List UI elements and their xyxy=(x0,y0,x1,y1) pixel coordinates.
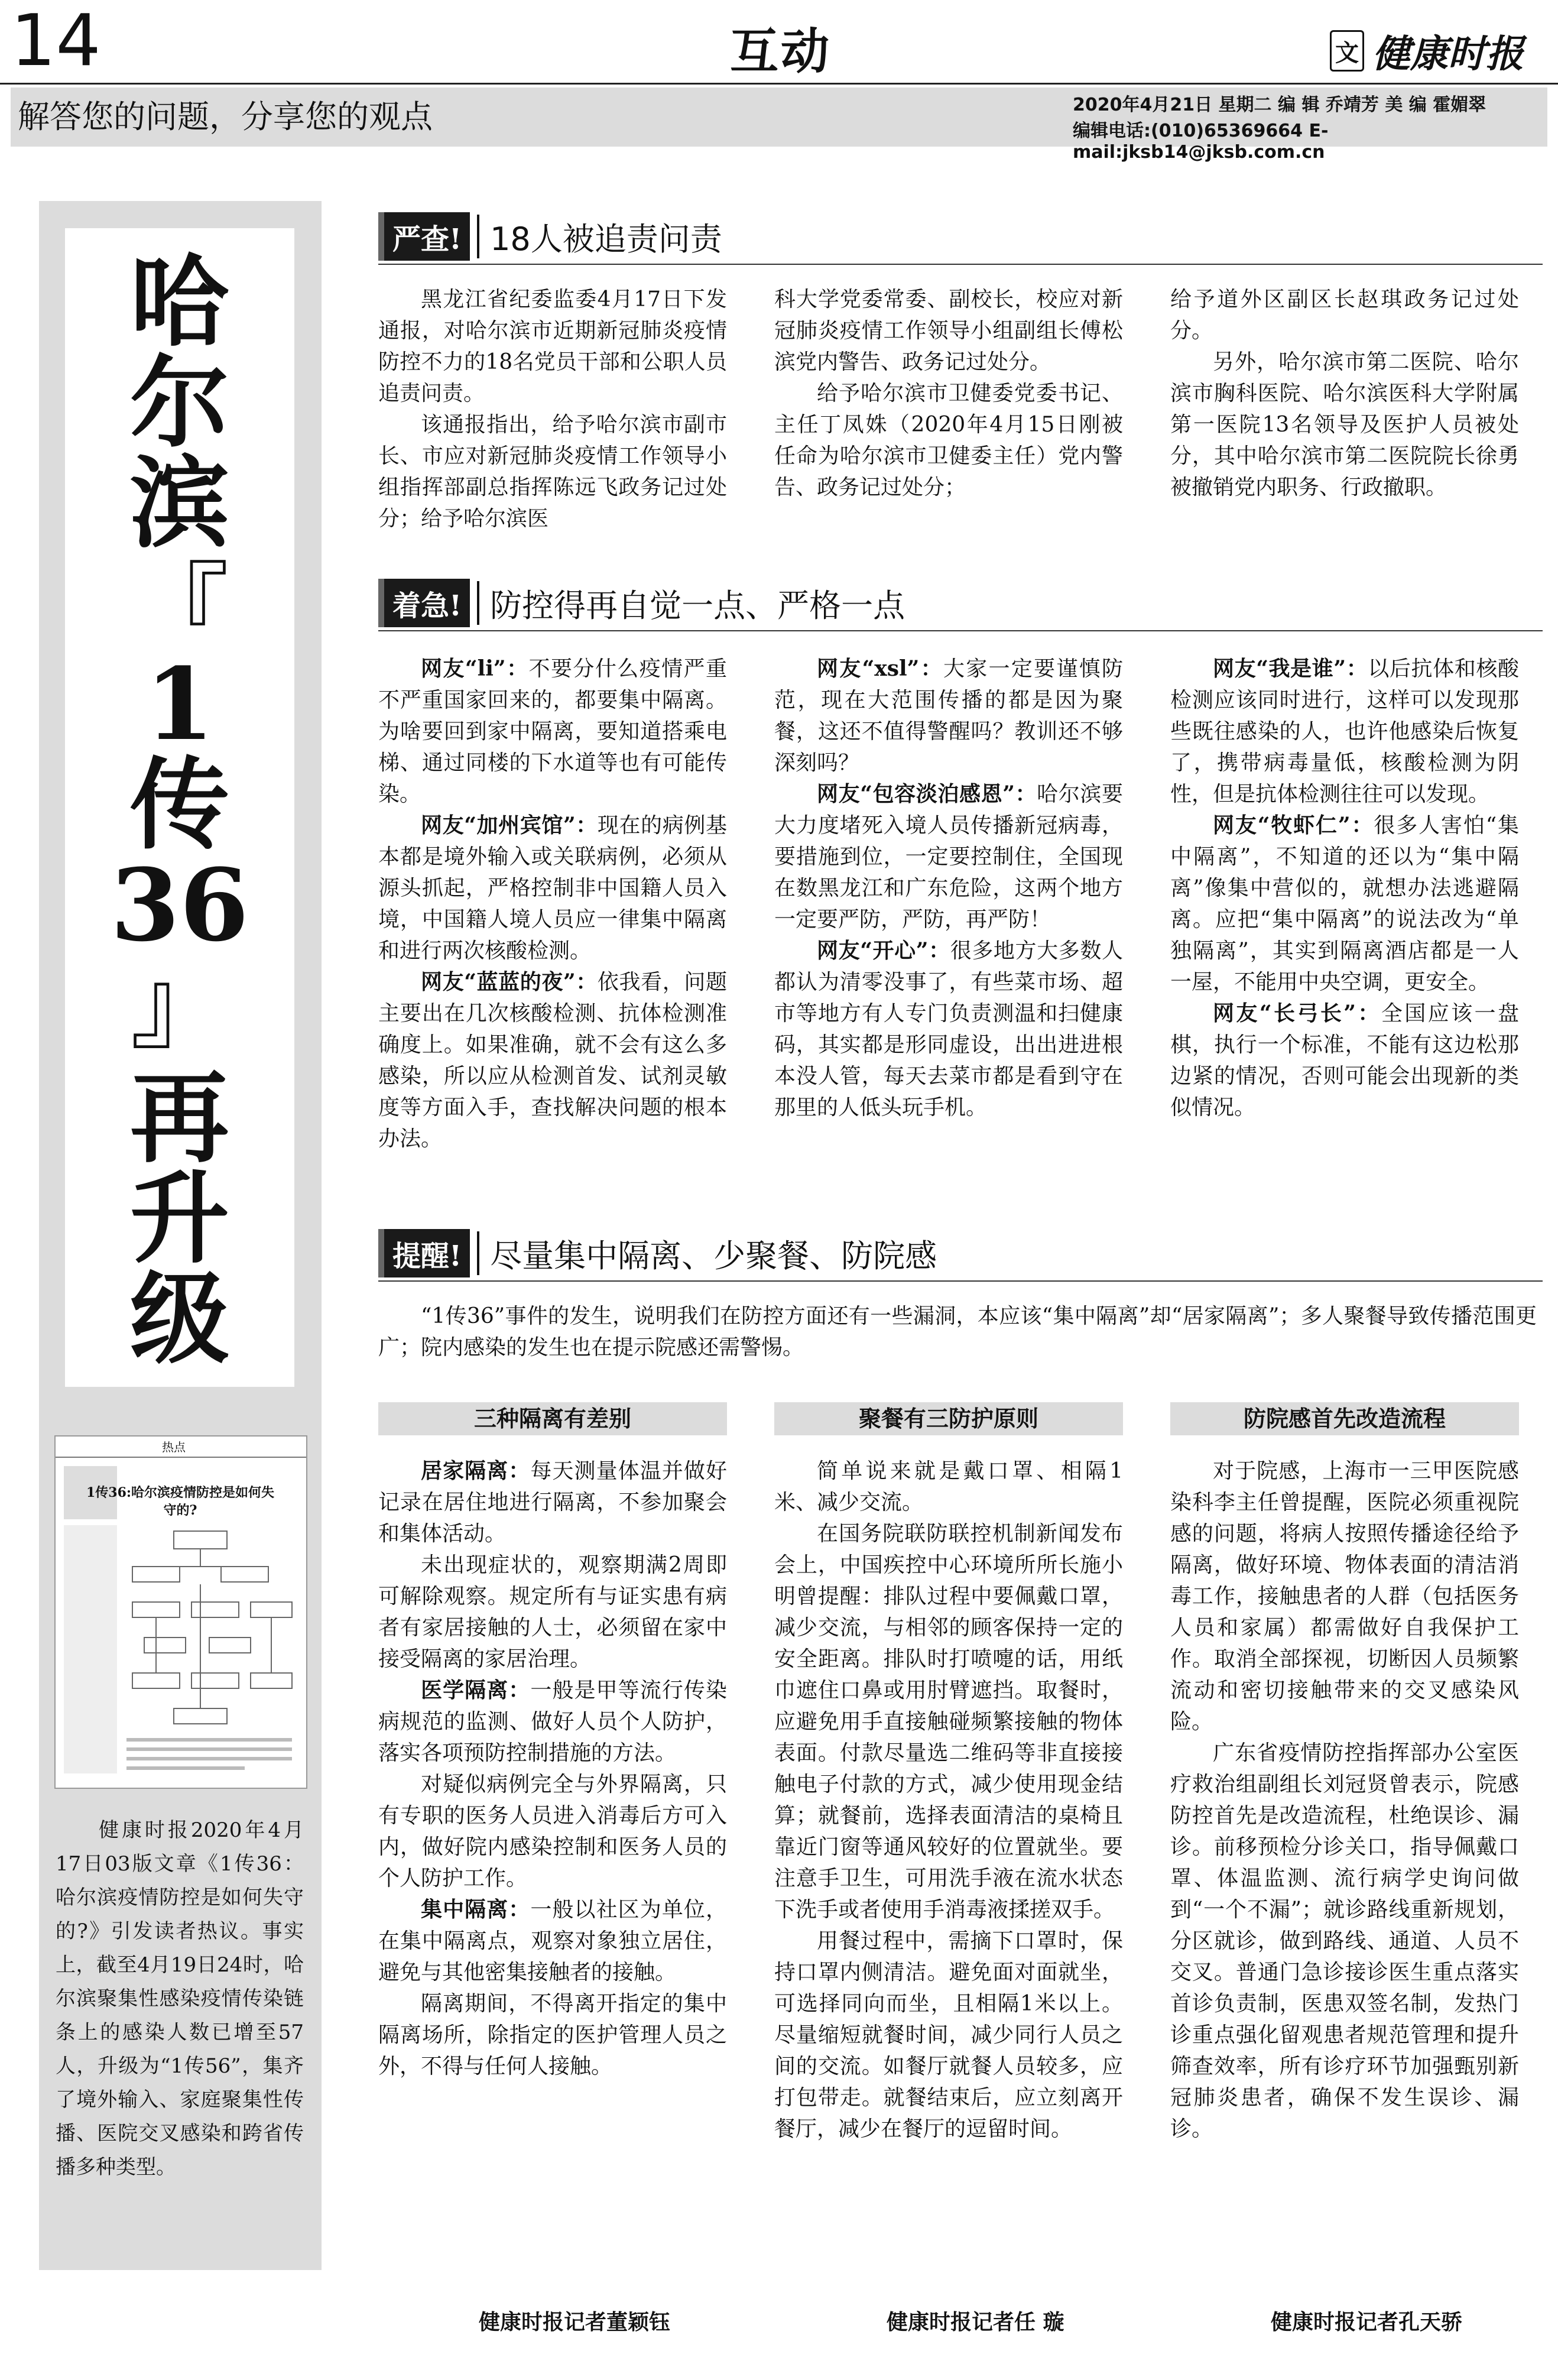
sidebar-note xyxy=(56,1814,304,2184)
section1-tag-divider xyxy=(477,215,479,258)
section2-col1 xyxy=(378,653,727,1155)
paragraph: 在国务院联防联控机制新闻发布会上，中国疾控中心环境所所长施小明曾提醒：排队过程中要佩戴口罩，减少交流，与相邻的顾客保持一定的安全距离。排队时打喷嚏的话，用纸巾遮住口鼻或用肘臂遮挡。取餐时，应避免用手直接触碰频繁接触的物体表面。付款尽量选二维码等非直接接触电子付款的方式，减少使用现金结算；就餐前，选择表面清洁的桌椅且靠近门窗等通风较好的位置就坐。要注意手卫生，可用洗手液在流水状态下洗手或者使用手消毒液揉搓双手。 xyxy=(774,1522,1123,1922)
issue-meta-date-editors: 2020年4月21日 星期二 编 辑 乔靖芳 美 编 霍媚翠 xyxy=(1073,95,1486,115)
paragraph-lead: 居家隔离： xyxy=(421,1458,531,1483)
paragraph-lead: 集中隔离： xyxy=(421,1897,531,1922)
comment xyxy=(774,653,1123,779)
logo-mark-icon: 文 xyxy=(1330,30,1364,72)
comment xyxy=(774,935,1123,1123)
page-number: 14 xyxy=(11,0,101,82)
paragraph: 给予哈尔滨市卫健委党委书记、主任丁凤姝（2020年4月15日刚被任命为哈尔滨市卫健委主任）党内警告、政务记过处分； xyxy=(774,381,1123,500)
subsection-heading: 防院感首先改造流程 xyxy=(1170,1402,1519,1435)
section1-header xyxy=(378,210,722,263)
comment xyxy=(378,967,727,1155)
commenter: 网友“我是谁”： xyxy=(1213,656,1368,681)
paragraph: 该通报指出，给予哈尔滨市副市长、市应对新冠肺炎疫情工作领导小组指挥部副总指挥陈远飞政务记过处分；给予哈尔滨医 xyxy=(378,413,727,531)
sidebar-note-text: 健康时报2020年4月17日03版文章《1传36：哈尔滨疫情防控是如何失守的?》引发读者热议。事实上，截至4月19日24时，哈尔滨聚集性感染疫情传染链条上的感染人数已增至57人，升级为“1传56”，集齐了境外输入、家庭聚集性传播、医院交叉感染和跨省传播多种类型。 xyxy=(56,1818,304,2179)
comment-text: 很多人害怕“集中隔离”，不知道的还以为“集中隔离”像集中营似的，就想办法逃避隔离。应把“集中隔离”的说法改为“单独隔离”，其实到隔离酒店都是一人一屋，不能用中央空调，更安全。 xyxy=(1170,813,1519,994)
section3-rule xyxy=(378,1280,1543,1282)
header-divider xyxy=(0,83,1558,85)
headline-char: 尔 xyxy=(130,344,229,461)
byline: 健康时报记者任 璇 xyxy=(887,2310,1064,2334)
comment xyxy=(378,810,727,967)
paragraph: 黑龙江省纪委监委4月17日下发通报，对哈尔滨市近期新冠肺炎疫情防控不力的18名党员干部和公职人员追责问责。 xyxy=(378,287,727,406)
section3-col3 xyxy=(1170,1455,1519,2145)
section3-intro xyxy=(378,1301,1537,1363)
headline-char: 哈 xyxy=(130,244,229,361)
thumbnail-title: 1传36:哈尔滨疫情防控是如何失守的? xyxy=(86,1485,275,1518)
comment-text: 以后抗体和核酸检测应该同时进行，这样可以发现那些既往感染的人，也许他感染后恢复了，携带病毒量低，核酸检测为阴性，但是抗体检测往往可以发现。 xyxy=(1170,657,1519,806)
paragraph: 对疑似病例完全与外界隔离，只有专职的医务人员进入消毒后方可入内，做好院内感染控制和医务人员的个人防护工作。 xyxy=(378,1772,727,1891)
section2-tag-divider xyxy=(477,581,479,625)
section1-title: 18人被追责问责 xyxy=(490,220,722,258)
commenter: 网友“包容淡泊感恩”： xyxy=(817,782,1037,806)
comment-text: 大家一定要谨慎防范，现在大范围传播的都是因为聚餐，这还不值得警醒吗？教训还不够深刻吗？ xyxy=(774,657,1123,775)
comment-text: 现在的病例基本都是境外输入或关联病例，必须从源头抓起，严格控制非中国籍人员入境，中国籍人境人员应一律集中隔离和进行两次核酸检测。 xyxy=(378,813,727,963)
paper-name: 健康时报 xyxy=(1372,32,1524,76)
page-slogan: 解答您的问题，分享您的观点 xyxy=(18,98,433,135)
comment xyxy=(1170,810,1519,998)
section-title: 互动 xyxy=(730,23,832,80)
section3-tag: 提醒! xyxy=(378,1229,470,1277)
byline: 健康时报记者孔天骄 xyxy=(1271,2310,1463,2334)
paper-logo xyxy=(1330,24,1524,78)
byline: 健康时报记者董颖钰 xyxy=(479,2310,671,2334)
section2-rule xyxy=(378,630,1543,631)
headline-char: 『 xyxy=(130,552,229,667)
section3-col1 xyxy=(378,1455,727,2082)
paragraph: 另外，哈尔滨市第二医院、哈尔滨市胸科医院、哈尔滨医科大学附属第一医院13名领导及医护人员被处分，其中哈尔滨市第二医院院长徐勇被撤销党内职务、行政撤职。 xyxy=(1170,350,1519,500)
section2-tag: 着急! xyxy=(378,579,470,627)
section1-col1 xyxy=(378,284,727,534)
section1-tag: 严查! xyxy=(378,212,470,261)
comment xyxy=(774,779,1123,935)
comment-text: 哈尔滨要大力度堵死入境人员传播新冠病毒，要措施到位，一定要控制住，全国现在数黑龙江和广东危险，这两个地方一定要严防，严防，再严防！ xyxy=(774,782,1123,932)
commenter: 网友“开心”： xyxy=(817,938,950,963)
intro-paragraph: “1传36”事件的发生，说明我们在防控方面还有一些漏洞，本应该“集中隔离”却“居家隔离”；多人聚餐导致传播范围更广；院内感染的发生也在提示院感还需警惕。 xyxy=(378,1304,1537,1360)
comment-text: 全国应该一盘棋，执行一个标准，不能有这边松那边紧的情况，否则可能会出现新的类似情况。 xyxy=(1170,1001,1519,1120)
paragraph: 一般以社区为单位，在集中隔离点，观察对象独立居住，避免与其他密集接触者的接触。 xyxy=(378,1898,727,1985)
comment-text: 依我看，问题主要出在几次核酸检测、抗体检测准确度上。如果准确，就不会有这么多感染，所以应从检测首发、试剂灵敏度等方面入手，查找解决问题的根本办法。 xyxy=(378,970,727,1151)
section1-rule xyxy=(378,264,1543,265)
headline-char: 传 xyxy=(130,746,229,863)
comment xyxy=(1170,653,1519,810)
comment-text: 不要分什么疫情严重不严重国家回来的，都要集中隔离。为啥要回到家中隔离，要知道搭乘电梯、通过同楼的下水道等也有可能传染。 xyxy=(378,657,727,806)
headline-char: 级 xyxy=(130,1260,229,1377)
section3-col2 xyxy=(774,1455,1123,2145)
commenter: 网友“牧虾仁”： xyxy=(1213,813,1374,838)
paragraph: 给予道外区副区长赵琪政务记过处分。 xyxy=(1170,287,1519,343)
paragraph: 每天测量体温并做好记录在居住地进行隔离，不参加聚会和集体活动。 xyxy=(378,1459,727,1546)
commenter: 网友“xsl”： xyxy=(817,656,943,681)
headline-char: 滨 xyxy=(130,445,229,562)
paragraph: 一般是甲等流行传染病规范的监测、做好人员个人防护，落实各项预防控制措施的方法。 xyxy=(378,1678,727,1765)
section3-tag-divider xyxy=(477,1231,479,1275)
commenter: 网友“长弓长”： xyxy=(1213,1001,1381,1026)
section2-col2 xyxy=(774,653,1123,1123)
commenter: 网友“加州宾馆”： xyxy=(421,813,598,838)
paragraph: 简单说来就是戴口罩、相隔1米、减少交流。 xyxy=(774,1459,1123,1515)
sidebar-headline xyxy=(65,228,294,1387)
section2-header xyxy=(378,576,905,630)
paragraph: 用餐过程中，需摘下口罩时，保持口罩内侧清洁。避免面对面就坐，可选择同向而坐，且相隔1米以上。尽量缩短就餐时间，减少同行人员之间的交流。如餐厅就餐人员较多，应打包带走。就餐结束后，应立刻离开餐厅，减少在餐厅的逗留时间。 xyxy=(774,1929,1123,2141)
headline-char: 再 xyxy=(130,1059,229,1176)
headline-char: 』 xyxy=(130,948,229,1063)
section1-col3 xyxy=(1170,284,1519,503)
paragraph: 未出现症状的，观察期满2周即可解除观察。规定所有与证实患有病者有家居接触的人士，必须留在家中接受隔离的家居治理。 xyxy=(378,1553,727,1671)
section3-header xyxy=(378,1227,937,1280)
comment-text: 很多地方大多数人都认为清零没事了，有些菜市场、超市等地方有人专门负责测温和扫健康码，其实都是形同虚设，出出进进根本没人管，每天去菜市都是看到守在那里的人低头玩手机。 xyxy=(774,939,1123,1120)
section2-title: 防控得再自觉一点、严格一点 xyxy=(490,586,905,624)
headline-char: 36 xyxy=(111,847,249,964)
paragraph: 科大学党委常委、副校长，校应对新冠肺炎疫情工作领导小组副组长傅松滨党内警告、政务记过处分。 xyxy=(774,287,1123,374)
subsection-heading: 聚餐有三防护原则 xyxy=(774,1402,1123,1435)
thumbnail-header: 热点 xyxy=(56,1437,306,1458)
commenter: 网友“li”： xyxy=(421,656,529,681)
issue-meta-contact: 编辑电话:(010)65369664 E-mail:jksb14@jksb.com.cn xyxy=(1073,121,1329,163)
paragraph: 对于院感，上海市一三甲医院感染科李主任曾提醒，医院必须重视院感的问题，将病人按照传播途径给予隔离，做好环境、物体表面的清洁消毒工作，接触患者的人群（包括医务人员和家属）都需做好自我保护工作。取消全部探视，切断因人员频繁流动和密切接触带来的交叉感染风险。 xyxy=(1170,1459,1519,1734)
commenter: 网友“蓝蓝的夜”： xyxy=(421,969,598,994)
section1-col2 xyxy=(774,284,1123,503)
subsection-heading: 三种隔离有差别 xyxy=(378,1402,727,1435)
paragraph: 广东省疫情防控指挥部办公室医疗救治组副组长刘冠贤曾表示，院感防控首先是改造流程，杜绝误诊、漏诊。前移预检分诊关口，指导佩戴口罩、体温监测、流行病学史询问做到“一个不漏”；就诊路线重新规划，分区就诊，做到路线、通道、人员不交叉。普通门急诊接诊医生重点落实首诊负责制，医患双签名制，发热门诊重点强化留观患者规范管理和提升筛查效率，所有诊疗环节加强甄别新冠肺炎患者，确保不发生误诊、漏诊。 xyxy=(1170,1741,1519,2141)
headline-char: 升 xyxy=(130,1160,229,1277)
section2-col3 xyxy=(1170,653,1519,1123)
comment xyxy=(1170,998,1519,1123)
paragraph-lead: 医学隔离： xyxy=(421,1678,531,1703)
paragraph: 隔离期间，不得离开指定的集中隔离场所，除指定的医护管理人员之外，不得与任何人接触。 xyxy=(378,1992,727,2079)
section3-title: 尽量集中隔离、少聚餐、防院感 xyxy=(490,1237,937,1275)
headline-char: 1 xyxy=(145,646,215,763)
comment xyxy=(378,653,727,810)
